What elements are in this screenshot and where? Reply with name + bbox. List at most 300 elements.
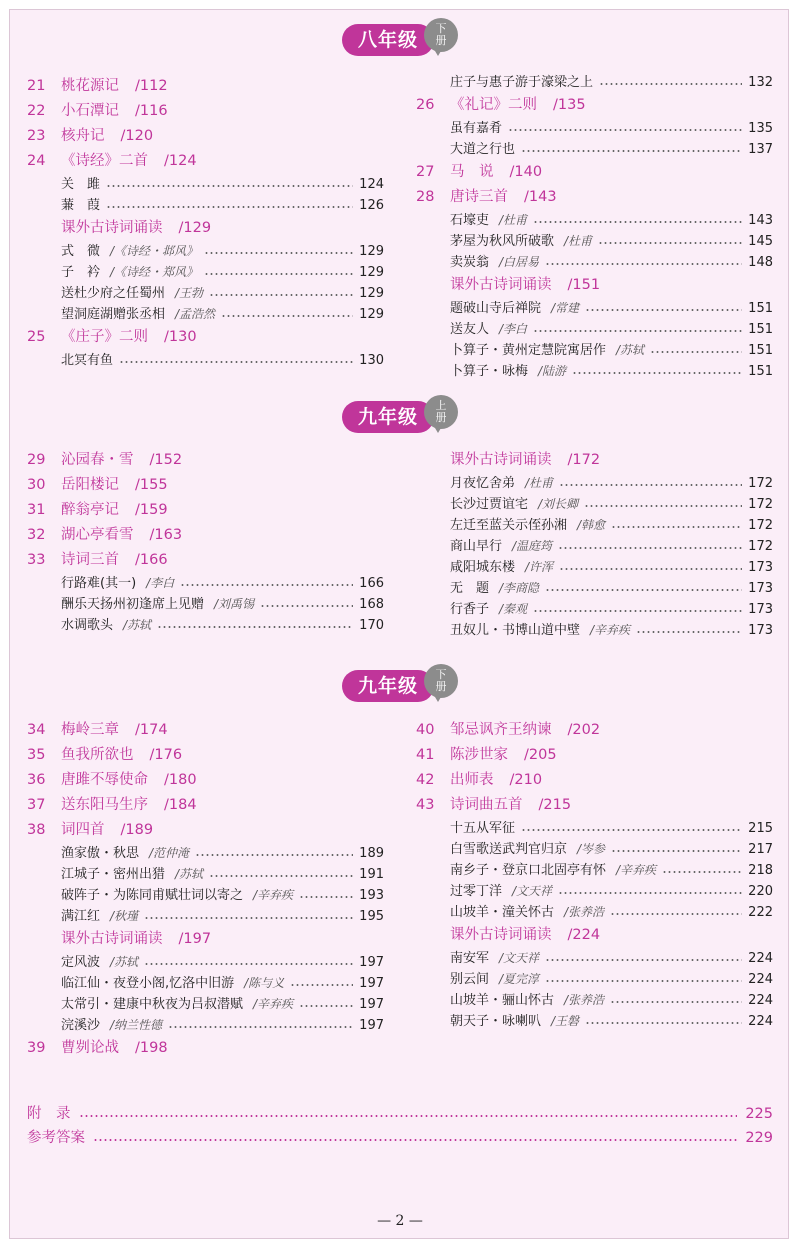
leader-dots	[299, 896, 353, 898]
entry-title: 卜算子・咏梅	[450, 364, 529, 379]
toc-entry-answers[interactable]	[27, 1126, 773, 1150]
leader-dots	[559, 568, 742, 570]
toc-entry[interactable]	[27, 174, 384, 195]
toc-entry[interactable]	[416, 361, 773, 382]
section-page: /120	[120, 128, 154, 144]
toc-section[interactable]	[27, 743, 384, 768]
entry-page: 170	[359, 618, 384, 633]
entry-title: 江城子・密州出猎	[61, 867, 166, 882]
toc-entry[interactable]	[27, 952, 384, 973]
section-number: 43	[416, 797, 435, 813]
section-page: /143	[524, 189, 557, 205]
leader-dots	[168, 1026, 353, 1028]
leader-dots	[144, 963, 353, 965]
entry-page: 173	[748, 560, 773, 575]
entry-author: /杜甫	[525, 476, 554, 490]
section-number: 38	[27, 822, 46, 838]
section-title	[61, 99, 168, 124]
entry-author: /孟浩然	[175, 307, 216, 321]
toc-entry[interactable]	[416, 881, 773, 902]
leader-dots	[144, 917, 353, 919]
leader-dots	[533, 330, 742, 332]
toc-section[interactable]	[416, 185, 773, 210]
section-page: /159	[135, 502, 168, 518]
entry-title: 卖炭翁	[450, 255, 490, 270]
section-title	[61, 473, 168, 498]
toc-entry[interactable]	[416, 72, 773, 93]
entry-title: 水调歌头	[61, 618, 114, 633]
section-number: 36	[27, 772, 46, 788]
entry-page: 173	[748, 581, 773, 596]
entry-title: 山坡羊・潼关怀古	[450, 905, 555, 920]
section-page: /184	[164, 797, 197, 813]
leader-dots	[106, 206, 353, 208]
section-number: 27	[416, 164, 435, 180]
toc-section[interactable]	[27, 74, 384, 99]
entry-page: 218	[748, 863, 773, 878]
toc-column-right	[416, 448, 773, 641]
toc-section[interactable]	[416, 93, 773, 118]
section-page: /116	[135, 103, 168, 119]
toc-entry[interactable]	[416, 340, 773, 361]
entry-title: 附 录	[27, 1106, 71, 1122]
section-title-text: 诗词三首	[61, 552, 119, 568]
toc-entry[interactable]	[27, 885, 384, 906]
toc-section[interactable]	[27, 523, 384, 548]
section-title	[61, 743, 182, 768]
entry-author: /苏轼	[175, 867, 204, 881]
entry-title: 山坡羊・骊山怀古	[450, 993, 555, 1008]
subsection-page: /151	[567, 277, 601, 293]
entry-title: 北冥有鱼	[61, 353, 114, 368]
entry-title: 别云间	[450, 972, 490, 987]
entry-author: /秦观	[499, 602, 528, 616]
section-page: /152	[149, 452, 183, 468]
entry-page: 225	[745, 1106, 773, 1122]
toc-entry[interactable]	[27, 573, 384, 594]
leader-dots	[180, 584, 353, 586]
entry-title: 题破山寺后禅院	[450, 301, 542, 316]
section-title	[450, 718, 600, 743]
leader-dots	[533, 610, 742, 612]
section-title-text: 湖心亭看雪	[61, 527, 134, 543]
entry-author: /白居易	[499, 255, 540, 269]
entry-author: /杜甫	[499, 213, 528, 227]
section-title-text: 核舟记	[61, 128, 105, 144]
toc-entry[interactable]	[416, 494, 773, 515]
entry-title: 虽有嘉肴	[450, 121, 503, 136]
subsection-page: /197	[178, 931, 212, 947]
entry-title: 满江红	[61, 909, 101, 924]
section-title	[450, 793, 571, 818]
entry-page: 197	[359, 1018, 384, 1033]
entry-author: /文天祥	[512, 884, 553, 898]
entry-page: 189	[359, 846, 384, 861]
toc-section[interactable]	[27, 325, 384, 350]
leader-dots	[610, 913, 742, 915]
section-page: /205	[524, 747, 557, 763]
section-title-text: 沁园春・雪	[61, 452, 134, 468]
entry-author: /李商隐	[499, 581, 540, 595]
section-title-text: 鱼我所欲也	[61, 747, 134, 763]
toc-entry[interactable]	[27, 864, 384, 885]
section-number: 26	[416, 97, 435, 113]
toc-entry[interactable]	[27, 994, 384, 1015]
section-number: 40	[416, 722, 435, 738]
section-page: /176	[149, 747, 183, 763]
section-title-text: 诗词曲五首	[450, 797, 523, 813]
toc-entry[interactable]	[416, 515, 773, 536]
entry-page: 132	[748, 75, 773, 90]
grade-title: 八年级	[342, 24, 434, 56]
entry-title: 十五从军征	[450, 821, 516, 836]
section-number: 22	[27, 103, 46, 119]
section-number: 34	[27, 722, 46, 738]
section-title	[450, 768, 542, 793]
toc-entry[interactable]	[416, 839, 773, 860]
toc-entry[interactable]	[27, 615, 384, 636]
toc-entry[interactable]	[416, 118, 773, 139]
entry-author: /纳兰性德	[110, 1018, 163, 1032]
subsection-title	[61, 927, 211, 952]
section-page: /155	[135, 477, 168, 493]
toc-entry[interactable]	[27, 241, 384, 262]
entry-title: 浣溪沙	[61, 1018, 101, 1033]
entry-page: 224	[748, 951, 773, 966]
toc-entry[interactable]	[416, 990, 773, 1011]
leader-dots	[584, 505, 742, 507]
entry-title: 临江仙・夜登小阁,忆洛中旧游	[61, 976, 235, 991]
section-title	[450, 743, 557, 768]
entry-title: 咸阳城东楼	[450, 560, 516, 575]
entry-author: /许浑	[525, 560, 554, 574]
toc-entry-appendix[interactable]	[27, 1102, 773, 1126]
toc-entry[interactable]	[27, 1015, 384, 1036]
toc-entry[interactable]	[27, 304, 384, 325]
grade-banner-2	[0, 395, 800, 439]
leader-dots	[559, 484, 742, 486]
entry-page: 220	[748, 884, 773, 899]
leader-dots	[221, 315, 353, 317]
section-title-text: 陈涉世家	[450, 747, 508, 763]
entry-author: /苏轼	[110, 955, 139, 969]
toc-entry[interactable]	[27, 594, 384, 615]
entry-title: 无 题	[450, 581, 490, 596]
entry-title: 丑奴儿・书博山道中壁	[450, 623, 581, 638]
leader-dots	[585, 1022, 742, 1024]
entry-page: 148	[748, 255, 773, 270]
entry-page: 173	[748, 623, 773, 638]
section-title	[61, 523, 182, 548]
entry-page: 172	[748, 539, 773, 554]
entry-page: 197	[359, 976, 384, 991]
entry-title: 式 微	[61, 244, 101, 259]
section-number: 21	[27, 78, 46, 94]
leader-dots	[585, 309, 742, 311]
toc-entry[interactable]	[416, 139, 773, 160]
subsection-title	[450, 448, 600, 473]
toc-entry[interactable]	[27, 262, 384, 283]
toc-section[interactable]	[27, 473, 384, 498]
entry-page: 129	[359, 265, 384, 280]
toc-section[interactable]	[27, 149, 384, 174]
section-title-text: 送东阳马生序	[61, 797, 148, 813]
section-page: /180	[164, 772, 197, 788]
section-title	[450, 185, 557, 210]
section-title	[61, 448, 182, 473]
entry-author: /秋瑾	[110, 909, 139, 923]
subsection-title	[450, 923, 600, 948]
entry-title: 卜算子・黄州定慧院寓居作	[450, 343, 607, 358]
subsection-title-text: 课外古诗词诵读	[61, 220, 163, 236]
entry-title: 酬乐天扬州初逢席上见赠	[61, 597, 205, 612]
grade-title: 九年级	[342, 401, 434, 433]
entry-author: /文天祥	[499, 951, 540, 965]
section-number: 30	[27, 477, 46, 493]
section-page: /198	[135, 1040, 168, 1056]
toc-section[interactable]	[27, 548, 384, 573]
volume-badge: 上册	[424, 395, 458, 429]
entry-author: /温庭筠	[512, 539, 553, 553]
toc-subsection[interactable]	[416, 923, 773, 948]
section-title-text: 梅岭三章	[61, 722, 119, 738]
section-title	[450, 160, 542, 185]
entry-title: 庄子与惠子游于濠梁之上	[450, 75, 594, 90]
toc-entry[interactable]	[416, 557, 773, 578]
section-title-text: 小石潭记	[61, 103, 119, 119]
toc-entry[interactable]	[416, 231, 773, 252]
entry-author: /韩愈	[577, 518, 606, 532]
entry-page: 151	[748, 343, 773, 358]
toc-section[interactable]	[27, 768, 384, 793]
entry-author: /刘禹锡	[214, 597, 255, 611]
section-number: 31	[27, 502, 46, 518]
section-title	[61, 325, 197, 350]
grade-title: 九年级	[342, 670, 434, 702]
section-title	[61, 793, 197, 818]
leader-dots	[572, 372, 742, 374]
toc-section[interactable]	[416, 718, 773, 743]
section-page: /166	[135, 552, 168, 568]
section-title	[61, 818, 153, 843]
toc-entry[interactable]	[27, 843, 384, 864]
entry-page: 129	[359, 307, 384, 322]
section-title	[61, 1036, 168, 1061]
toc-entry[interactable]	[416, 578, 773, 599]
toc-subsection[interactable]	[27, 216, 384, 241]
toc-subsection[interactable]	[416, 273, 773, 298]
entry-author: /范仲淹	[149, 846, 190, 860]
entry-page: 129	[359, 244, 384, 259]
toc-section[interactable]	[27, 818, 384, 843]
entry-author: /苏轼	[123, 618, 152, 632]
entry-page: 145	[748, 234, 773, 249]
entry-author: /岑参	[577, 842, 606, 856]
section-title	[61, 74, 168, 99]
section-title	[61, 149, 197, 174]
subsection-page: /172	[567, 452, 601, 468]
toc-entry[interactable]	[416, 319, 773, 340]
toc-section[interactable]	[416, 768, 773, 793]
toc-subsection[interactable]	[27, 927, 384, 952]
leader-dots	[195, 854, 353, 856]
entry-title: 参考答案	[27, 1130, 85, 1146]
subsection-title	[61, 216, 211, 241]
leader-dots	[521, 150, 742, 152]
leader-dots	[209, 875, 353, 877]
entry-title: 送杜少府之任蜀州	[61, 286, 166, 301]
toc-entry[interactable]	[27, 283, 384, 304]
toc-entry[interactable]	[416, 473, 773, 494]
entry-title: 朝天子・咏喇叭	[450, 1014, 542, 1029]
section-number: 42	[416, 772, 435, 788]
section-title-text: 马 说	[450, 164, 494, 180]
entry-page: 222	[748, 905, 773, 920]
toc-section[interactable]	[27, 1036, 384, 1061]
section-title	[450, 93, 586, 118]
entry-page: 168	[359, 597, 384, 612]
entry-author: /辛弃疾	[253, 997, 294, 1011]
entry-page: 166	[359, 576, 384, 591]
section-number: 28	[416, 189, 435, 205]
entry-author: /《诗经・郑风》	[110, 265, 199, 279]
entry-page: 229	[745, 1130, 773, 1146]
leader-dots	[545, 263, 742, 265]
section-page: /130	[164, 329, 197, 345]
entry-title: 左迁至蓝关示侄孙湘	[450, 518, 568, 533]
entry-author: /陆游	[538, 364, 567, 378]
entry-page: 135	[748, 121, 773, 136]
section-page: /124	[164, 153, 197, 169]
section-page: /135	[553, 97, 586, 113]
section-page: /112	[135, 78, 168, 94]
toc-entry[interactable]	[416, 1011, 773, 1032]
section-title	[61, 498, 168, 523]
toc-entry[interactable]	[416, 620, 773, 641]
toc-column-left	[27, 448, 384, 636]
entry-author: /王勃	[175, 286, 204, 300]
subsection-page: /224	[567, 927, 601, 943]
entry-page: 151	[748, 322, 773, 337]
section-page: /215	[538, 797, 572, 813]
toc-entry[interactable]	[416, 902, 773, 923]
grade-banner-1	[0, 18, 800, 62]
entry-title: 太常引・建康中秋夜为吕叔潜赋	[61, 997, 244, 1012]
section-number: 32	[27, 527, 46, 543]
leader-dots	[204, 273, 353, 275]
toc-section[interactable]	[27, 718, 384, 743]
entry-page: 151	[748, 301, 773, 316]
toc-entry[interactable]	[27, 195, 384, 216]
leader-dots	[545, 980, 742, 982]
leader-dots	[521, 829, 742, 831]
toc-entry[interactable]	[416, 210, 773, 231]
toc-section[interactable]	[416, 793, 773, 818]
entry-page: 197	[359, 955, 384, 970]
toc-entry[interactable]	[416, 860, 773, 881]
leader-dots	[533, 221, 742, 223]
entry-author: /杜甫	[564, 234, 593, 248]
entry-title: 月夜忆舍弟	[450, 476, 516, 491]
leader-dots	[545, 589, 742, 591]
subsection-title-text: 课外古诗词诵读	[61, 931, 163, 947]
entry-page: 129	[359, 286, 384, 301]
section-number: 25	[27, 329, 46, 345]
section-number: 33	[27, 552, 46, 568]
entry-author: /陈与义	[244, 976, 285, 990]
toc-section[interactable]	[27, 793, 384, 818]
page-number: — 2 —	[377, 1213, 423, 1229]
leader-dots	[545, 959, 742, 961]
section-number: 39	[27, 1040, 46, 1056]
entry-page: 137	[748, 142, 773, 157]
section-title-text: 词四首	[61, 822, 105, 838]
entry-title: 南乡子・登京口北固亭有怀	[450, 863, 607, 878]
section-page: /202	[567, 722, 601, 738]
toc-section[interactable]	[27, 448, 384, 473]
appendix-list	[27, 1102, 773, 1150]
toc-entry[interactable]	[416, 599, 773, 620]
section-page: /174	[135, 722, 168, 738]
toc-entry[interactable]	[416, 948, 773, 969]
toc-entry[interactable]	[27, 973, 384, 994]
toc-entry[interactable]	[416, 252, 773, 273]
entry-page: 217	[748, 842, 773, 857]
toc-subsection[interactable]	[416, 448, 773, 473]
toc-entry[interactable]	[27, 350, 384, 371]
toc-section[interactable]	[27, 498, 384, 523]
entry-author: /夏完淳	[499, 972, 540, 986]
leader-dots	[260, 605, 353, 607]
entry-author: /辛弃疾	[616, 863, 657, 877]
section-title	[61, 124, 153, 149]
leader-dots	[106, 185, 353, 187]
section-title-text: 岳阳楼记	[61, 477, 119, 493]
section-title-text: 《庄子》二则	[61, 329, 148, 345]
entry-page: 130	[359, 353, 384, 368]
toc-entry[interactable]	[416, 298, 773, 319]
toc-entry[interactable]	[416, 536, 773, 557]
entry-author: /辛弃疾	[253, 888, 294, 902]
toc-entry[interactable]	[416, 818, 773, 839]
entry-title: 南安军	[450, 951, 490, 966]
section-number: 24	[27, 153, 46, 169]
entry-page: 224	[748, 972, 773, 987]
entry-title: 石壕吏	[450, 213, 490, 228]
grade-banner-3	[0, 664, 800, 708]
section-page: /140	[509, 164, 543, 180]
leader-dots	[558, 892, 742, 894]
entry-page: 126	[359, 198, 384, 213]
toc-section[interactable]	[416, 743, 773, 768]
entry-author: /王磐	[551, 1014, 580, 1028]
toc-section[interactable]	[416, 160, 773, 185]
toc-column-right	[416, 72, 773, 382]
toc-entry[interactable]	[416, 969, 773, 990]
entry-page: 215	[748, 821, 773, 836]
section-title	[61, 548, 168, 573]
toc-entry[interactable]	[27, 906, 384, 927]
entry-page: 224	[748, 1014, 773, 1029]
entry-author: /李白	[146, 576, 175, 590]
section-page: /189	[120, 822, 154, 838]
toc-column-left	[27, 718, 384, 1061]
toc-section[interactable]	[27, 99, 384, 124]
section-page: /163	[149, 527, 183, 543]
toc-section[interactable]	[27, 124, 384, 149]
section-title-text: 《礼记》二则	[450, 97, 537, 113]
entry-page: 193	[359, 888, 384, 903]
